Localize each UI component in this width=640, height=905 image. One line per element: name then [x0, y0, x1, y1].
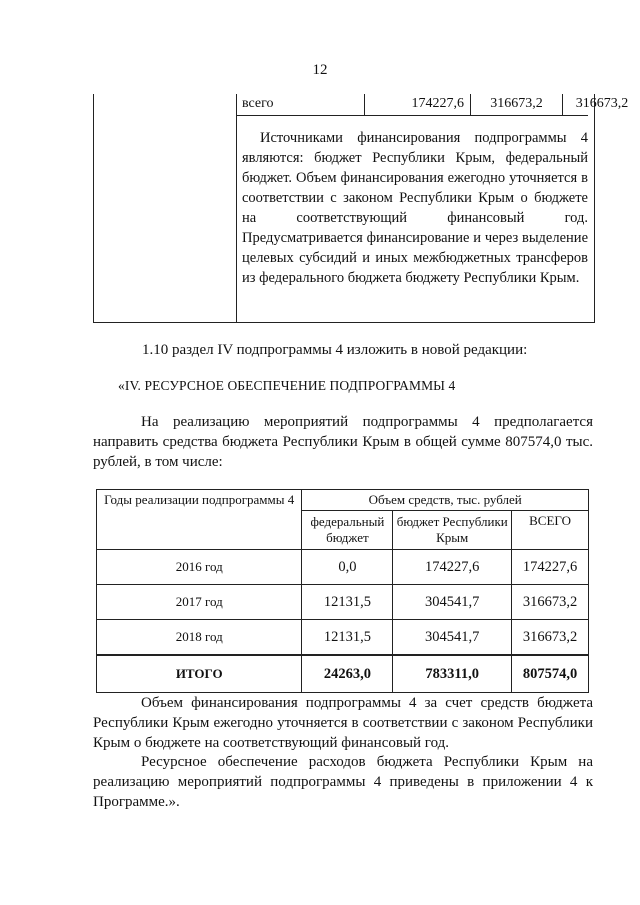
row-year: 2016 год	[97, 550, 302, 585]
row-crimea: 304541,7	[393, 620, 512, 656]
subheader-federal: федеральный бюджет	[302, 511, 393, 550]
top-table-divider	[236, 94, 237, 323]
funding-sources-text: Источниками финансирования подпрограммы 4 являются: бюджет Республики Крым, федеральный бюджет. Объем финансирования ежегодно уточняется в соответствии с законом Республики Крым о бюджете на соответствующий финансовый год. Предусматривается финансирование и через выделение целевых субсидий и иных межбюджетных трансферов из федерального бюджета бюджету Республики Крым.	[242, 130, 588, 286]
subheader-crimea: бюджет Республики Крым	[393, 511, 512, 550]
total-row-total: 807574,0	[512, 655, 589, 693]
closing-paragraph-1: Объем финансирования подпрограммы 4 за счет средств бюджета Республики Крым ежегодно уточняется в соответствии с законом Республики Крым о бюджете на соответствующий финансовый год.	[93, 695, 593, 751]
top-table-total-row	[236, 94, 629, 116]
header-years: Годы реализации подпрограммы 4	[97, 490, 302, 550]
row-crimea: 174227,6	[393, 550, 512, 585]
total-value-2017: 316673,2	[470, 94, 562, 115]
row-total: 174227,6	[512, 550, 589, 585]
row-federal: 0,0	[302, 550, 393, 585]
table-row	[97, 620, 589, 656]
row-federal: 12131,5	[302, 620, 393, 656]
subheader-total: ВСЕГО	[512, 511, 589, 550]
item-heading: 1.10 раздел IV подпрограммы 4 изложить в новой редакции:	[142, 342, 528, 358]
row-crimea: 304541,7	[393, 585, 512, 620]
row-year: 2018 год	[97, 620, 302, 656]
row-federal: 12131,5	[302, 585, 393, 620]
page-number: 12	[312, 62, 328, 78]
table-row	[97, 585, 589, 620]
total-row-federal: 24263,0	[302, 655, 393, 693]
total-label: всего	[242, 96, 274, 111]
row-total: 316673,2	[512, 585, 589, 620]
total-value-2018: 316673,2	[562, 94, 640, 115]
total-row-crimea: 783311,0	[393, 655, 512, 693]
intro-paragraph: На реализацию мероприятий подпрограммы 4 предполагается направить средства бюджета Республики Крым в общей сумме 807574,0 тыс. рублей, в том числе:	[93, 414, 593, 470]
header-volume: Объем средств, тыс. рублей	[302, 490, 589, 511]
table-row	[97, 550, 589, 585]
row-year: 2017 год	[97, 585, 302, 620]
closing-paragraph-2: Ресурсное обеспечение расходов бюджета Республики Крым на реализацию мероприятий подпрограммы 4 приведены в приложении 4 к Программе.».	[93, 754, 593, 810]
finance-table	[96, 489, 589, 693]
section-title: «IV. РЕСУРСНОЕ ОБЕСПЕЧЕНИЕ ПОДПРОГРАММЫ 4	[118, 378, 456, 393]
row-total: 316673,2	[512, 620, 589, 656]
table-total-row	[97, 655, 589, 693]
total-row-label: ИТОГО	[97, 655, 302, 693]
total-value-2016: 174227,6	[364, 94, 470, 115]
